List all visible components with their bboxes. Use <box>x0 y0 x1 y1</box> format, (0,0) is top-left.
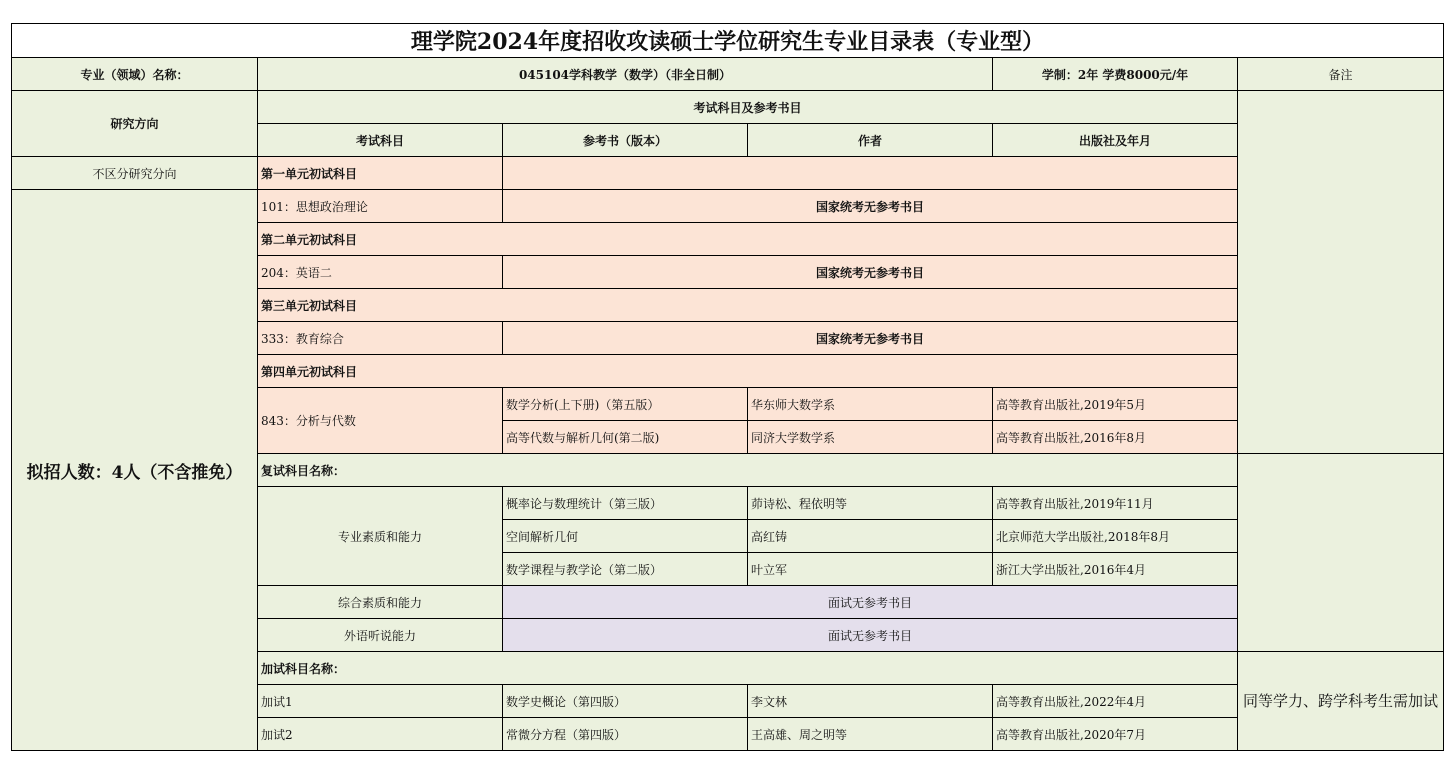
remarks-cell-1 <box>1238 91 1444 454</box>
catalog-table <box>11 23 1444 751</box>
additional-2-name: 加试2 <box>258 718 503 751</box>
subject-header: 考试科目 <box>258 124 503 157</box>
retest-book-1-publisher: 高等教育出版社,2019年11月 <box>993 487 1238 520</box>
subject-204: 204：英语二 <box>258 256 503 289</box>
comprehensive-ability: 综合素质和能力 <box>258 586 503 619</box>
math-book-2-title: 高等代数与解析几何(第二版) <box>503 421 748 454</box>
additional-2-publisher: 高等教育出版社,2020年7月 <box>993 718 1238 751</box>
additional-1-name: 加试1 <box>258 685 503 718</box>
retest-book-1-title: 概率论与数理统计（第三版） <box>503 487 748 520</box>
retest-book-3-title: 数学课程与教学论（第二版） <box>503 553 748 586</box>
book-header: 参考书（版本） <box>503 124 748 157</box>
math-book-1-publisher: 高等教育出版社,2019年5月 <box>993 388 1238 421</box>
interview-note-1: 面试无参考书目 <box>503 586 1238 619</box>
math-book-2-publisher: 高等教育出版社,2016年8月 <box>993 421 1238 454</box>
retest-label: 复试科目名称： <box>258 454 1238 487</box>
retest-book-3-publisher: 浙江大学出版社,2016年4月 <box>993 553 1238 586</box>
retest-book-3-author: 叶立军 <box>748 553 993 586</box>
enrollment-count: 拟招人数：4人（不含推免） <box>12 190 258 751</box>
retest-book-2-publisher: 北京师范大学出版社,2018年8月 <box>993 520 1238 553</box>
remarks-cell-2 <box>1238 454 1444 652</box>
publisher-header: 出版社及年月 <box>993 124 1238 157</box>
additional-2-book: 常微分方程（第四版） <box>503 718 748 751</box>
unit-4-label: 第四单元初试科目 <box>258 355 1238 388</box>
remarks-header: 备注 <box>1238 58 1444 91</box>
additional-1-book: 数学史概论（第四版） <box>503 685 748 718</box>
retest-book-2-title: 空间解析几何 <box>503 520 748 553</box>
additional-1-author: 李文林 <box>748 685 993 718</box>
additional-2-author: 王高雄、周之明等 <box>748 718 993 751</box>
unit-1-blank <box>503 157 1238 190</box>
direction-header: 研究方向 <box>12 91 258 157</box>
math-book-1-author: 华东师大数学系 <box>748 388 993 421</box>
retest-book-1-author: 茆诗松、程依明等 <box>748 487 993 520</box>
retest-book-2-author: 高红铸 <box>748 520 993 553</box>
major-label: 专业（领域）名称： <box>12 58 258 91</box>
unit-1-label: 第一单元初试科目 <box>258 157 503 190</box>
major-value: 045104学科教学（数学）（非全日制） <box>258 58 993 91</box>
additional-1-publisher: 高等教育出版社,2022年4月 <box>993 685 1238 718</box>
unit-3-label: 第三单元初试科目 <box>258 289 1238 322</box>
subject-843: 843：分析与代数 <box>258 388 503 454</box>
professional-ability: 专业素质和能力 <box>258 487 503 586</box>
direction-value: 不区分研究分向 <box>12 157 258 190</box>
math-book-2-author: 同济大学数学系 <box>748 421 993 454</box>
exam-group-header: 考试科目及参考书目 <box>258 91 1238 124</box>
duration-fee: 学制：2年 学费8000元/年 <box>993 58 1238 91</box>
foreign-language-ability: 外语听说能力 <box>258 619 503 652</box>
unit-2-label: 第二单元初试科目 <box>258 223 1238 256</box>
subject-101: 101：思想政治理论 <box>258 190 503 223</box>
author-header: 作者 <box>748 124 993 157</box>
math-book-1-title: 数学分析(上下册)（第五版） <box>503 388 748 421</box>
additional-label: 加试科目名称： <box>258 652 1238 685</box>
page-title: 理学院2024年度招收攻读硕士学位研究生专业目录表（专业型） <box>12 24 1444 58</box>
additional-remark: 同等学力、跨学科考生需加试 <box>1238 652 1444 751</box>
interview-note-2: 面试无参考书目 <box>503 619 1238 652</box>
national-note-1: 国家统考无参考书目 <box>503 190 1238 223</box>
national-note-2: 国家统考无参考书目 <box>503 256 1238 289</box>
subject-333: 333：教育综合 <box>258 322 503 355</box>
national-note-3: 国家统考无参考书目 <box>503 322 1238 355</box>
